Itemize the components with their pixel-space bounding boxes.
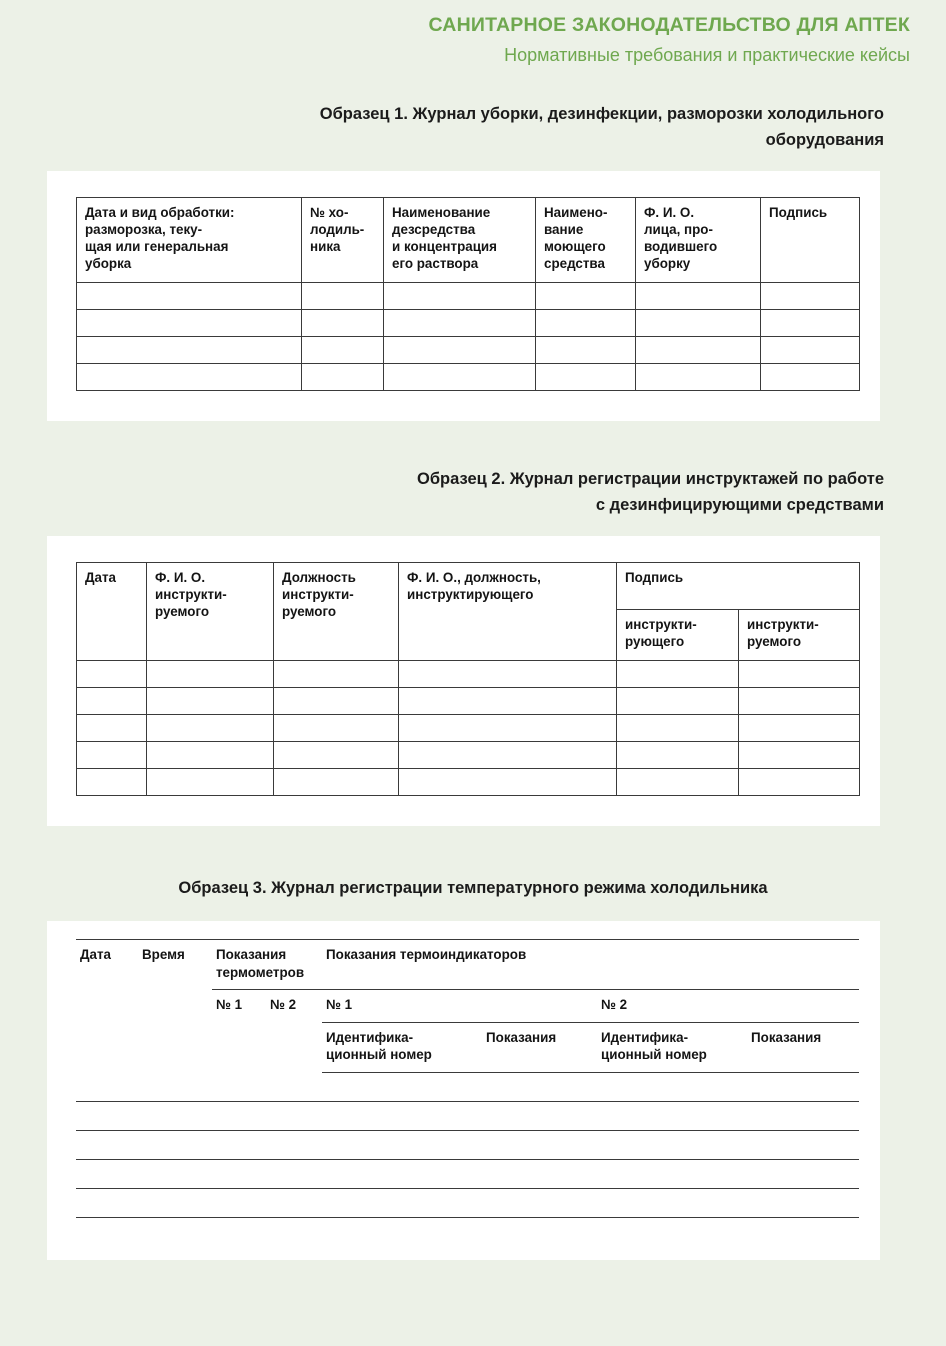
column-header-detergent-name (536, 198, 636, 283)
column-header-indicator-group-1: № 1 (322, 990, 597, 1022)
table-row (76, 1072, 859, 1101)
header-line: лодиль- (310, 222, 365, 238)
table-cell[interactable] (266, 1072, 322, 1101)
table-cell[interactable] (739, 660, 860, 687)
table-cell[interactable] (138, 1188, 212, 1217)
table-cell[interactable] (384, 310, 536, 337)
section-sample-3 (0, 876, 946, 1260)
table-cell[interactable] (322, 1072, 482, 1101)
table-cell[interactable] (536, 283, 636, 310)
table-cell[interactable] (536, 364, 636, 391)
table-header-row (77, 563, 860, 610)
table-cell[interactable] (747, 1159, 859, 1188)
table-cell[interactable] (636, 310, 761, 337)
table-cell[interactable] (597, 1130, 747, 1159)
header-line: ционный номер (326, 1047, 432, 1063)
header-line: и концентрация (392, 239, 497, 255)
header-line: инструкти- (747, 617, 819, 633)
header-line: Ф. И. О. (644, 205, 695, 221)
table-cell[interactable] (747, 1130, 859, 1159)
table-cell[interactable] (77, 310, 302, 337)
table-cell[interactable] (617, 687, 739, 714)
table-cell[interactable] (302, 310, 384, 337)
header-line: лица, про- (644, 222, 713, 238)
table-cell[interactable] (636, 337, 761, 364)
table-row (77, 337, 860, 364)
header-line: Ф. И. О., должность, (407, 570, 541, 586)
header-line: Дата и вид обработки: (85, 205, 235, 221)
column-header-indicator-2-reading (747, 1022, 859, 1072)
table-cleaning-log (76, 197, 860, 391)
table-cell[interactable] (76, 1072, 138, 1101)
document-subtitle: Нормативные требования и практические кейсы (504, 45, 910, 66)
header-line: инструкти- (155, 587, 227, 603)
table-cell[interactable] (212, 1130, 266, 1159)
column-header-time: Время (138, 940, 212, 1072)
table-row (77, 768, 860, 795)
section-1-title-line-1: Образец 1. Журнал уборки, дезинфекции, разморозки холодильного (319, 105, 884, 124)
header-line: № хо- (310, 205, 349, 221)
table-cell[interactable] (597, 1188, 747, 1217)
table-cell[interactable] (617, 660, 739, 687)
table-cell[interactable] (212, 1188, 266, 1217)
table-cell[interactable] (274, 714, 399, 741)
column-header-signature-instructor (617, 610, 739, 661)
table-cell[interactable] (76, 1130, 138, 1159)
table-cell[interactable] (302, 337, 384, 364)
column-header-indicator-group-2: № 2 (597, 990, 859, 1022)
header-line: Показания (751, 1029, 822, 1045)
table-cell[interactable] (536, 310, 636, 337)
table-body (76, 1072, 859, 1217)
column-header-date-and-type (77, 198, 302, 283)
table-body (77, 283, 860, 391)
header-line: руемого (155, 603, 210, 619)
table-cell[interactable] (739, 768, 860, 795)
section-1-title-line-2: оборудования (765, 130, 884, 149)
table-cell[interactable] (322, 1159, 482, 1188)
table-cell[interactable] (147, 687, 274, 714)
table-header-row (77, 198, 860, 283)
table-cell[interactable] (399, 714, 617, 741)
header-line: Идентифика- (326, 1029, 414, 1045)
header-line: его раствора (392, 256, 479, 272)
document-title: САНИТАРНОЕ ЗАКОНОДАТЕЛЬСТВО ДЛЯ АПТЕК (428, 14, 910, 36)
column-header-date (77, 563, 147, 661)
section-3-title-line-1: Образец 3. Журнал регистрации температурного режима холодильника (178, 878, 768, 897)
table-cell[interactable] (399, 687, 617, 714)
table-cell[interactable] (147, 714, 274, 741)
table-cell[interactable] (761, 337, 860, 364)
table-cell[interactable] (739, 714, 860, 741)
table-cell[interactable] (739, 741, 860, 768)
table-cell[interactable] (147, 768, 274, 795)
column-header-thermometer-readings (212, 940, 322, 990)
table-cell[interactable] (384, 364, 536, 391)
table-cell[interactable] (212, 1072, 266, 1101)
table-cell[interactable] (77, 768, 147, 795)
table-cell[interactable] (322, 1130, 482, 1159)
table-cell[interactable] (482, 1072, 597, 1101)
table-cell[interactable] (384, 337, 536, 364)
header-line: инструкти- (282, 587, 354, 603)
table-cell[interactable] (266, 1130, 322, 1159)
header-line: вание (544, 222, 584, 238)
header-line: дезсредства (392, 222, 476, 238)
section-3-panel (47, 921, 880, 1259)
table-cell[interactable] (212, 1101, 266, 1130)
table-cell[interactable] (274, 660, 399, 687)
header-line: Идентифика- (601, 1029, 689, 1045)
header-line: Ф. И. О. (155, 570, 206, 586)
table-cell[interactable] (482, 1188, 597, 1217)
table-cell[interactable] (597, 1101, 747, 1130)
table-cell[interactable] (77, 364, 302, 391)
table-cell[interactable] (636, 283, 761, 310)
header-line: Показания (216, 947, 287, 963)
column-header-fridge-number (302, 198, 384, 283)
table-cell[interactable] (77, 687, 147, 714)
table-cell[interactable] (212, 1159, 266, 1188)
header-line: Наимено- (544, 205, 608, 221)
section-2-title (0, 467, 946, 518)
header-line: руемого (282, 603, 337, 619)
table-cell[interactable] (739, 687, 860, 714)
document-header (0, 0, 946, 69)
table-row (76, 1130, 859, 1159)
section-2-title-line-1: Образец 2. Журнал регистрации инструктажей по работе (417, 470, 884, 488)
column-header-instructor-name-position (399, 563, 617, 661)
column-header-indicator-1-id (322, 1022, 482, 1072)
table-cell[interactable] (302, 364, 384, 391)
header-line: Показания (486, 1029, 557, 1045)
table-cell[interactable] (77, 741, 147, 768)
table-row (77, 714, 860, 741)
table-cell[interactable] (399, 741, 617, 768)
section-2-title-line-2: с дезинфицирующими средствами (595, 495, 884, 514)
table-cell[interactable] (597, 1159, 747, 1188)
table-row (76, 1188, 859, 1217)
column-header-trainee-position (274, 563, 399, 661)
table-cell[interactable] (266, 1159, 322, 1188)
header-line: моющего (544, 239, 606, 255)
column-header-indicator-2-id (597, 1022, 747, 1072)
table-temperature-log (76, 939, 859, 1217)
table-cell[interactable] (76, 1101, 138, 1130)
table-row (76, 1159, 859, 1188)
table-cell[interactable] (77, 283, 302, 310)
section-3-title (0, 876, 946, 902)
table-row (77, 741, 860, 768)
table-cell[interactable] (138, 1101, 212, 1130)
table-cell[interactable] (77, 337, 302, 364)
header-line: инструкти- (625, 617, 697, 633)
column-header-disinfectant-name (384, 198, 536, 283)
header-line: Подпись (769, 205, 828, 221)
table-row (77, 660, 860, 687)
header-line: термометров (216, 964, 305, 980)
table-briefing-log (76, 562, 860, 796)
table-cell[interactable] (597, 1072, 747, 1101)
table-cell[interactable] (617, 741, 739, 768)
table-cell[interactable] (482, 1159, 597, 1188)
table-cell[interactable] (617, 768, 739, 795)
table-cell[interactable] (399, 660, 617, 687)
header-line: уборка (85, 256, 132, 272)
table-cell[interactable] (138, 1159, 212, 1188)
section-1-panel (47, 171, 880, 421)
table-row (77, 283, 860, 310)
table-cell[interactable] (147, 741, 274, 768)
table-cell[interactable] (274, 741, 399, 768)
header-line: разморозка, теку- (85, 222, 203, 238)
column-header-signature-trainee (739, 610, 860, 661)
header-line: Наименование (392, 205, 491, 221)
header-line: Должность (282, 570, 356, 586)
header-line: уборку (644, 256, 691, 272)
table-cell[interactable] (138, 1072, 212, 1101)
table-cell[interactable] (617, 714, 739, 741)
table-row (77, 310, 860, 337)
header-line: инструктирующего (407, 587, 534, 603)
header-line: руемого (747, 634, 802, 650)
column-header-trainee-name (147, 563, 274, 661)
table-cell[interactable] (747, 1188, 859, 1217)
header-line: водившего (644, 239, 718, 255)
table-cell[interactable] (761, 283, 860, 310)
column-header-indicator-1-reading (482, 1022, 597, 1072)
section-2-panel (47, 536, 880, 826)
table-cell[interactable] (761, 364, 860, 391)
table-cell[interactable] (76, 1188, 138, 1217)
table-cell[interactable] (266, 1101, 322, 1130)
table-cell[interactable] (76, 1159, 138, 1188)
table-cell[interactable] (322, 1101, 482, 1130)
table-cell[interactable] (274, 687, 399, 714)
table-cell[interactable] (77, 660, 147, 687)
table-cell[interactable] (536, 337, 636, 364)
header-line: щая или генеральная (85, 239, 229, 255)
table-cell[interactable] (747, 1101, 859, 1130)
table-cell[interactable] (384, 283, 536, 310)
table-row (77, 364, 860, 391)
column-header-signature-group: Подпись (617, 563, 860, 610)
table-cell[interactable] (761, 310, 860, 337)
table-cell[interactable] (77, 714, 147, 741)
table-cell[interactable] (482, 1101, 597, 1130)
table-cell[interactable] (138, 1130, 212, 1159)
table-body (77, 660, 860, 795)
table-cell[interactable] (266, 1188, 322, 1217)
table-cell[interactable] (399, 768, 617, 795)
header-line: Дата (85, 570, 116, 586)
table-cell[interactable] (274, 768, 399, 795)
header-line: рующего (625, 634, 685, 650)
section-1-title (0, 102, 946, 153)
table-header-row-1 (76, 940, 859, 990)
column-header-thermometer-1: № 1 (216, 997, 243, 1013)
table-cell[interactable] (302, 283, 384, 310)
column-header-date: Дата (76, 940, 138, 1072)
table-cell[interactable] (636, 364, 761, 391)
table-row (76, 1101, 859, 1130)
section-sample-2 (0, 467, 946, 826)
column-header-signature (761, 198, 860, 283)
header-line: ника (310, 239, 341, 255)
table-cell[interactable] (322, 1188, 482, 1217)
header-line: ционный номер (601, 1047, 707, 1063)
table-cell[interactable] (482, 1130, 597, 1159)
table-cell[interactable] (747, 1072, 859, 1101)
table-row (77, 687, 860, 714)
column-header-thermoindicator-readings: Показания термоиндикаторов (322, 940, 859, 990)
header-line: средства (544, 256, 605, 272)
column-header-thermometer-2: № 2 (270, 997, 297, 1013)
column-header-performer-name (636, 198, 761, 283)
section-sample-1 (0, 102, 946, 421)
table-cell[interactable] (147, 660, 274, 687)
